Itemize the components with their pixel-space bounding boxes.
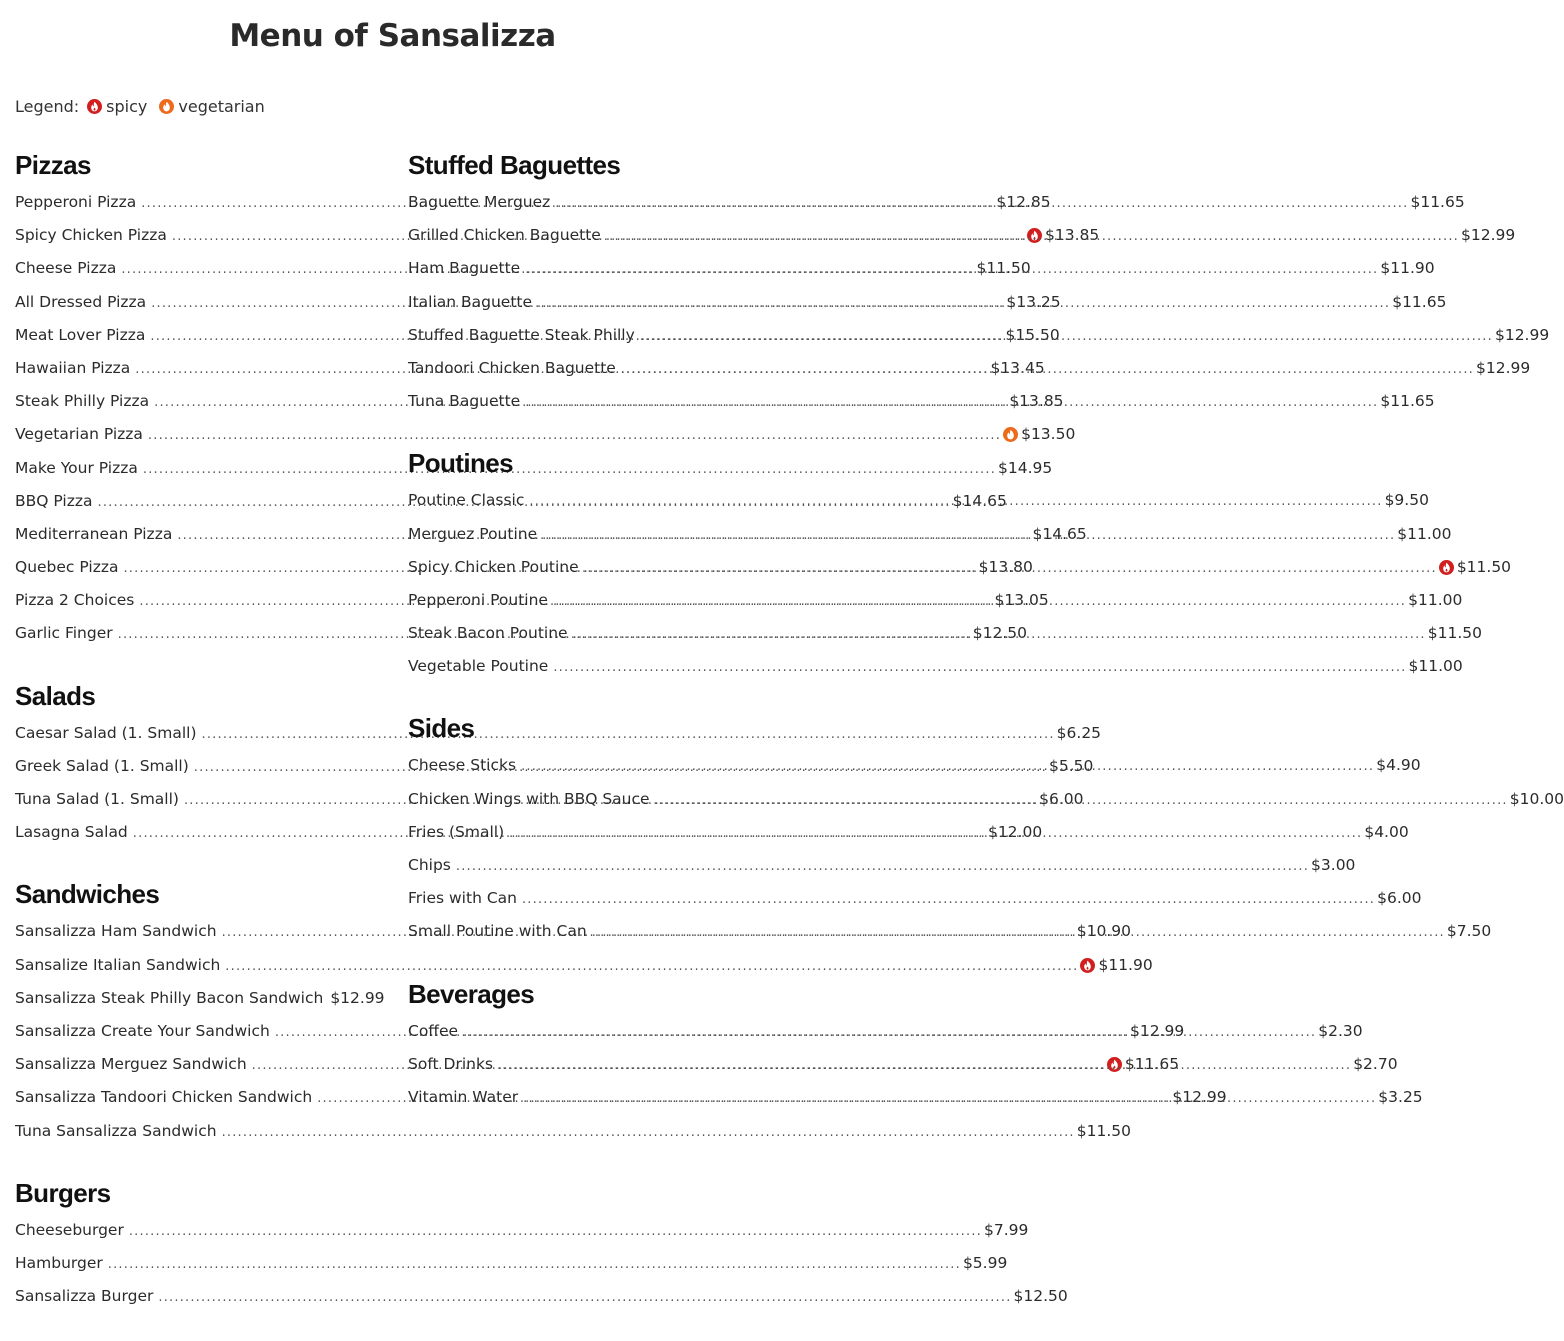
menu-item-price: $12.99 — [1130, 1021, 1185, 1040]
dot-leader — [584, 552, 1437, 585]
menu-item-name: Sansalizza Tandoori Chicken Sandwich — [15, 1088, 313, 1107]
menu-item-price: $11.00 — [1397, 524, 1452, 543]
menu-item-name: BBQ Pizza — [15, 491, 93, 510]
menu-item-name: Sansalizza Burger — [15, 1287, 154, 1306]
menu-item-name: Sansalizza Create Your Sandwich — [15, 1021, 270, 1040]
menu-item — [15, 1280, 1068, 1313]
menu-item-price: $11.50 — [1456, 557, 1512, 576]
menu-item-name: Make Your Pizza — [15, 458, 138, 477]
dot-leader — [573, 618, 1426, 651]
menu-item-name: Italian Baguette — [408, 292, 533, 311]
menu-item-name: Lasagna Salad — [15, 823, 128, 842]
dot-leader — [525, 386, 1378, 419]
menu-item-name: Pepperoni Poutine — [408, 590, 548, 609]
menu-item-name: Vegetable Poutine — [408, 657, 549, 676]
menu-item-name: Grilled Chicken Baguette — [408, 226, 601, 245]
menu-item-price: $13.45 — [990, 358, 1045, 377]
menu-item-price: $11.00 — [1408, 657, 1463, 676]
dot-leader — [640, 320, 1493, 353]
menu-item-name: Pepperoni Pizza — [15, 193, 137, 211]
menu-item-name: Spicy Chicken Pizza — [15, 226, 167, 245]
menu-item-name: Cheese Pizza — [15, 259, 117, 278]
section-title: Stuffed Baguettes — [408, 150, 621, 180]
menu-item-price: $9.50 — [1384, 491, 1429, 510]
menu-item-name: Hamburger — [15, 1253, 103, 1272]
menu-item-price: $12.99 — [1494, 325, 1550, 344]
menu-item-name: Stuffed Baguette Steak Philly — [408, 325, 635, 344]
section-title: Pizzas — [15, 150, 91, 180]
dot-leader — [555, 187, 1408, 220]
dot-leader — [522, 883, 1375, 916]
menu-item-price: $12.99 — [1460, 226, 1516, 245]
dot-leader — [525, 253, 1378, 286]
menu-item-name: Meat Lover Pizza — [15, 325, 146, 344]
dot-leader — [553, 651, 1406, 684]
menu-item-name: Ham Baguette — [408, 259, 521, 278]
vegetarian-icon — [1003, 427, 1018, 442]
dot-leader — [509, 817, 1362, 850]
menu-item-price: $4.90 — [1376, 756, 1421, 775]
menu-item-name: Garlic Finger — [15, 624, 113, 643]
menu-item-tag — [1439, 560, 1454, 575]
dot-leader — [129, 1215, 982, 1248]
dot-leader — [456, 850, 1309, 883]
menu-item-name: Sansalizza Steak Philly Bacon Sandwich — [15, 988, 324, 1007]
menu-item-price: $13.25 — [1006, 292, 1061, 311]
dot-leader — [463, 1016, 1316, 1049]
dot-leader — [108, 1248, 961, 1281]
menu-item-price: $11.90 — [1098, 955, 1153, 974]
legend-item-vegetarian — [159, 97, 264, 116]
menu-item-name: Merguez Poutine — [408, 524, 538, 543]
menu-item-price: $13.85 — [1045, 226, 1100, 245]
menu-item-name: Tandoori Chicken Baguette — [408, 358, 616, 377]
menu-item — [408, 650, 1463, 683]
menu-item-price: $12.85 — [996, 193, 1051, 211]
dot-leader — [158, 1281, 1011, 1314]
menu-item-price: $13.50 — [1021, 425, 1076, 444]
menu-item-price: $11.65 — [1392, 292, 1447, 311]
section-title: Beverages — [408, 978, 535, 1009]
menu-item — [15, 1214, 1029, 1247]
menu-item-name: Caesar Salad (1. Small) — [15, 723, 197, 742]
menu-item-price: $12.50 — [972, 624, 1028, 643]
menu-item-price: $6.00 — [1039, 790, 1084, 808]
spicy-icon — [1080, 958, 1095, 973]
menu-item-price: $12.99 — [330, 988, 385, 1007]
menu-item-price: $11.65 — [1124, 1055, 1180, 1074]
menu-item-name: Vegetarian Pizza — [15, 425, 143, 444]
menu-item — [15, 1115, 1131, 1148]
menu-item-name: Sansalizza Merguez Sandwich — [15, 1055, 247, 1074]
menu-item-price: $6.00 — [1377, 889, 1422, 908]
menu-item-price: $11.50 — [1427, 624, 1483, 643]
menu-item-name: Vitamin Water — [408, 1087, 519, 1106]
menu-item-name: Baguette Merguez — [408, 193, 551, 211]
menu-item-name: Small Poutine with Can — [408, 922, 587, 941]
menu-item-price: $11.00 — [1408, 590, 1463, 609]
menu-item-price: $3.25 — [1378, 1087, 1423, 1106]
menu-item-name: Sansalizza Ham Sandwich — [15, 922, 217, 941]
menu-section-burgers — [15, 1176, 1068, 1314]
legend-item-spicy — [87, 97, 147, 116]
dot-leader — [537, 287, 1390, 320]
menu-item-price: $7.50 — [1446, 922, 1492, 941]
dot-leader — [542, 519, 1395, 552]
menu-item-name: Quebec Pizza — [15, 558, 119, 577]
dot-leader — [592, 916, 1445, 949]
spicy-icon — [1439, 560, 1454, 575]
dot-leader — [621, 353, 1474, 386]
section-title: Sides — [408, 713, 475, 744]
dot-leader — [553, 585, 1406, 618]
section-title: Sandwiches — [15, 879, 160, 910]
menu-item-name: Coffee — [408, 1021, 459, 1040]
dot-leader — [521, 750, 1374, 783]
menu-item-name: Chicken Wings with BBQ Sauce — [408, 789, 650, 808]
menu-item-price: $14.65 — [1032, 524, 1087, 543]
menu-item-price: $7.99 — [984, 1220, 1029, 1239]
menu-item-name: Spicy Chicken Poutine — [408, 557, 579, 576]
menu-item-price: $12.99 — [1476, 358, 1531, 377]
legend-vegetarian-label: vegetarian — [178, 97, 265, 116]
menu-item-name: Chips — [408, 856, 451, 874]
menu-item-name: Poutine Classic — [408, 491, 525, 510]
menu-item-name: Hawaiian Pizza — [15, 358, 131, 377]
menu-item-price: $12.99 — [1172, 1088, 1227, 1107]
menu-item-name: Fries with Can — [408, 889, 517, 908]
vegetarian-icon — [159, 99, 174, 114]
menu-item-price: $10.90 — [1076, 922, 1131, 941]
menu-item-price: $6.25 — [1056, 723, 1102, 742]
section-title: Poutines — [408, 448, 513, 479]
dot-leader — [606, 220, 1459, 253]
menu-item-price: $3.00 — [1311, 856, 1356, 874]
menu-item-price: $12.00 — [987, 823, 1043, 842]
menu-item-price: $12.50 — [1013, 1287, 1068, 1306]
menu-item-name: Tuna Baguette — [408, 392, 521, 411]
dot-leader — [529, 485, 1382, 518]
menu-item-name: Steak Bacon Poutine — [408, 624, 568, 643]
menu-item-name: Tuna Sansalizza Sandwich — [15, 1121, 217, 1140]
menu-item — [15, 418, 1076, 451]
menu-item-price: $10.00 — [1509, 789, 1564, 808]
menu-item-price: $2.70 — [1353, 1054, 1398, 1073]
menu-item-name: Tuna Salad (1. Small) — [15, 790, 179, 808]
menu-item-price: $14.95 — [998, 458, 1053, 477]
menu-item — [408, 849, 1356, 882]
menu-item — [15, 1247, 1008, 1280]
menu-item-price: $15.50 — [1005, 325, 1060, 344]
menu-item-price: $13.05 — [994, 591, 1049, 610]
menu-item-price: $5.50 — [1048, 756, 1094, 775]
menu-item — [15, 949, 1153, 982]
menu-item-price: $11.65 — [1380, 392, 1435, 411]
menu-item-tag — [1003, 427, 1018, 442]
legend — [15, 97, 265, 116]
dot-leader — [655, 784, 1508, 817]
menu-item-price: $2.30 — [1318, 1021, 1363, 1040]
spicy-icon — [87, 99, 102, 114]
section-title: Salads — [15, 680, 96, 711]
menu-item-name: Cheeseburger — [15, 1220, 124, 1239]
menu-item-tag — [1080, 958, 1095, 973]
menu-item-name: Cheese Sticks — [408, 756, 517, 775]
menu-item-price: $14.65 — [952, 491, 1007, 510]
menu-item-price: $13.80 — [978, 558, 1033, 577]
menu-item-name: Soft Drinks — [408, 1054, 494, 1073]
menu-item-price: $11.50 — [1076, 1121, 1131, 1140]
dot-leader — [498, 1049, 1351, 1082]
menu-item — [408, 882, 1422, 915]
menu-item-name: Pizza 2 Choices — [15, 591, 135, 610]
menu-item-name: Greek Salad (1. Small) — [15, 756, 189, 775]
menu-item-name: Steak Philly Pizza — [15, 392, 150, 411]
menu-item-name: Sansalize Italian Sandwich — [15, 955, 221, 974]
menu-item — [15, 982, 383, 1015]
menu-item-price: $13.85 — [1009, 392, 1064, 411]
menu-item-price: $4.00 — [1364, 822, 1409, 841]
menu-item-name: All Dressed Pizza — [15, 292, 147, 311]
dot-leader — [523, 1082, 1376, 1115]
menu-item-name: Fries (Small) — [408, 822, 505, 841]
menu-item-price: $5.99 — [962, 1253, 1008, 1272]
legend-label: Legend: — [15, 97, 80, 116]
menu-item-price: $11.65 — [1410, 193, 1465, 211]
menu-item-name: Mediterranean Pizza — [15, 524, 173, 543]
menu-item-price: $11.50 — [976, 259, 1031, 278]
page-title: Menu of Sansalizza — [229, 18, 556, 54]
legend-spicy-label: spicy — [106, 97, 148, 116]
section-title: Burgers — [15, 1177, 111, 1208]
menu-item-price: $11.90 — [1380, 259, 1435, 278]
